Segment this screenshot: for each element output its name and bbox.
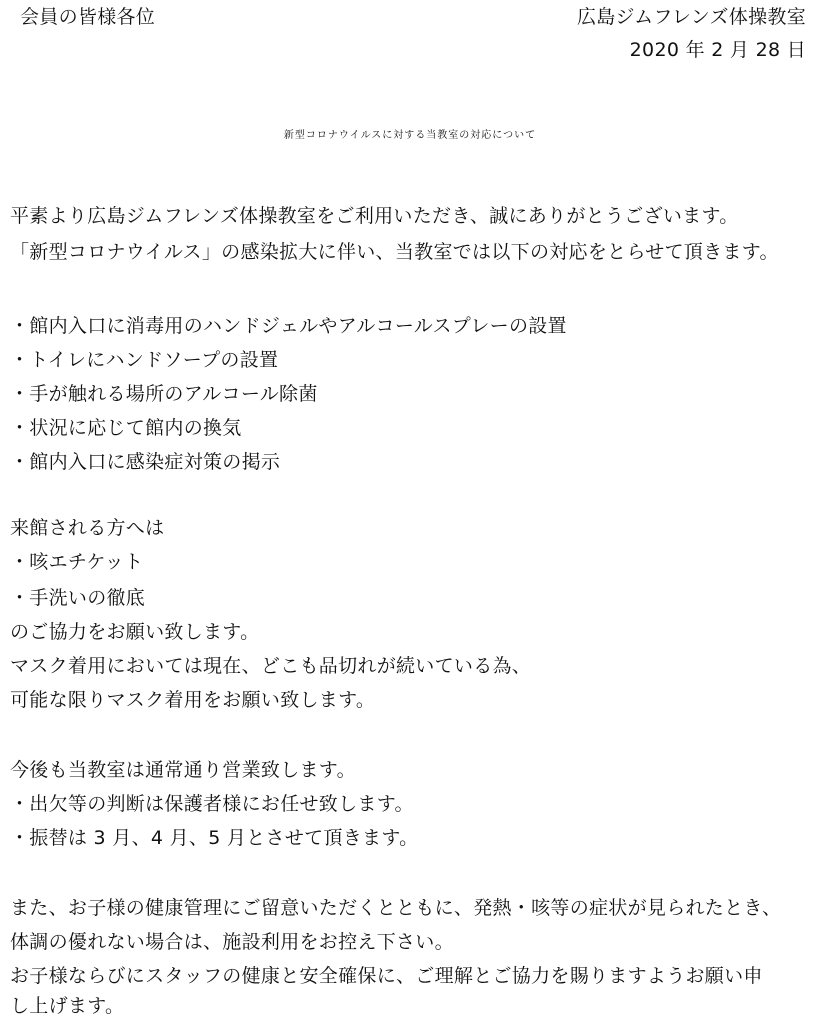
closing-line: また、お子様の健康管理にご留意いただくとともに、発熱・咳等の症状が見られたとき、	[10, 897, 782, 919]
measure-item: ・トイレにハンドソープの設置	[10, 349, 279, 371]
intro-line: 「新型コロナウイルス」の感染拡大に伴い、当教室では以下の対応をとらせて頂きます。	[10, 241, 779, 263]
mask-notice-line: 可能な限りマスク着用をお願い致します。	[10, 689, 376, 711]
operations-heading: 今後も当教室は通常通り営業致します。	[10, 759, 356, 781]
operations-item: ・振替は 3 月、4 月、5 月とさせて頂きます。	[10, 827, 419, 849]
visitor-item: ・手洗いの徹底	[10, 587, 146, 609]
closing-line: お子様ならびにスタッフの健康と安全確保に、ご理解とご協力を賜りますようお願い申	[10, 965, 763, 987]
measure-item: ・手が触れる場所のアルコール除菌	[10, 383, 318, 405]
issue-date: 2020 年 2 月 28 日	[629, 39, 806, 61]
closing-line: 体調の優れない場合は、施設利用をお控え下さい。	[10, 931, 454, 953]
recipient-line: 会員の皆様各位	[20, 6, 156, 28]
visitors-closing: のご協力をお願い致します。	[10, 621, 260, 643]
document-title: 新型コロナウイルスに対する当教室の対応について	[283, 130, 537, 141]
mask-notice-line: マスク着用においては現在、どこも品切れが続いている為、	[10, 655, 532, 677]
visitor-item: ・咳エチケット	[10, 551, 144, 573]
organization-name: 広島ジムフレンズ体操教室	[576, 6, 806, 28]
intro-line: 平素より広島ジムフレンズ体操教室をご利用いただき、誠にありがとうございます。	[10, 205, 739, 227]
measure-item: ・館内入口に感染症対策の掲示	[10, 451, 281, 473]
operations-item: ・出欠等の判断は保護者様にお任せ致します。	[10, 793, 414, 815]
visitors-heading: 来館される方へは	[10, 517, 165, 539]
measure-item: ・状況に応じて館内の換気	[10, 417, 242, 439]
closing-line: し上げます。	[10, 995, 125, 1017]
measure-item: ・館内入口に消毒用のハンドジェルやアルコールスプレーの設置	[10, 315, 567, 337]
